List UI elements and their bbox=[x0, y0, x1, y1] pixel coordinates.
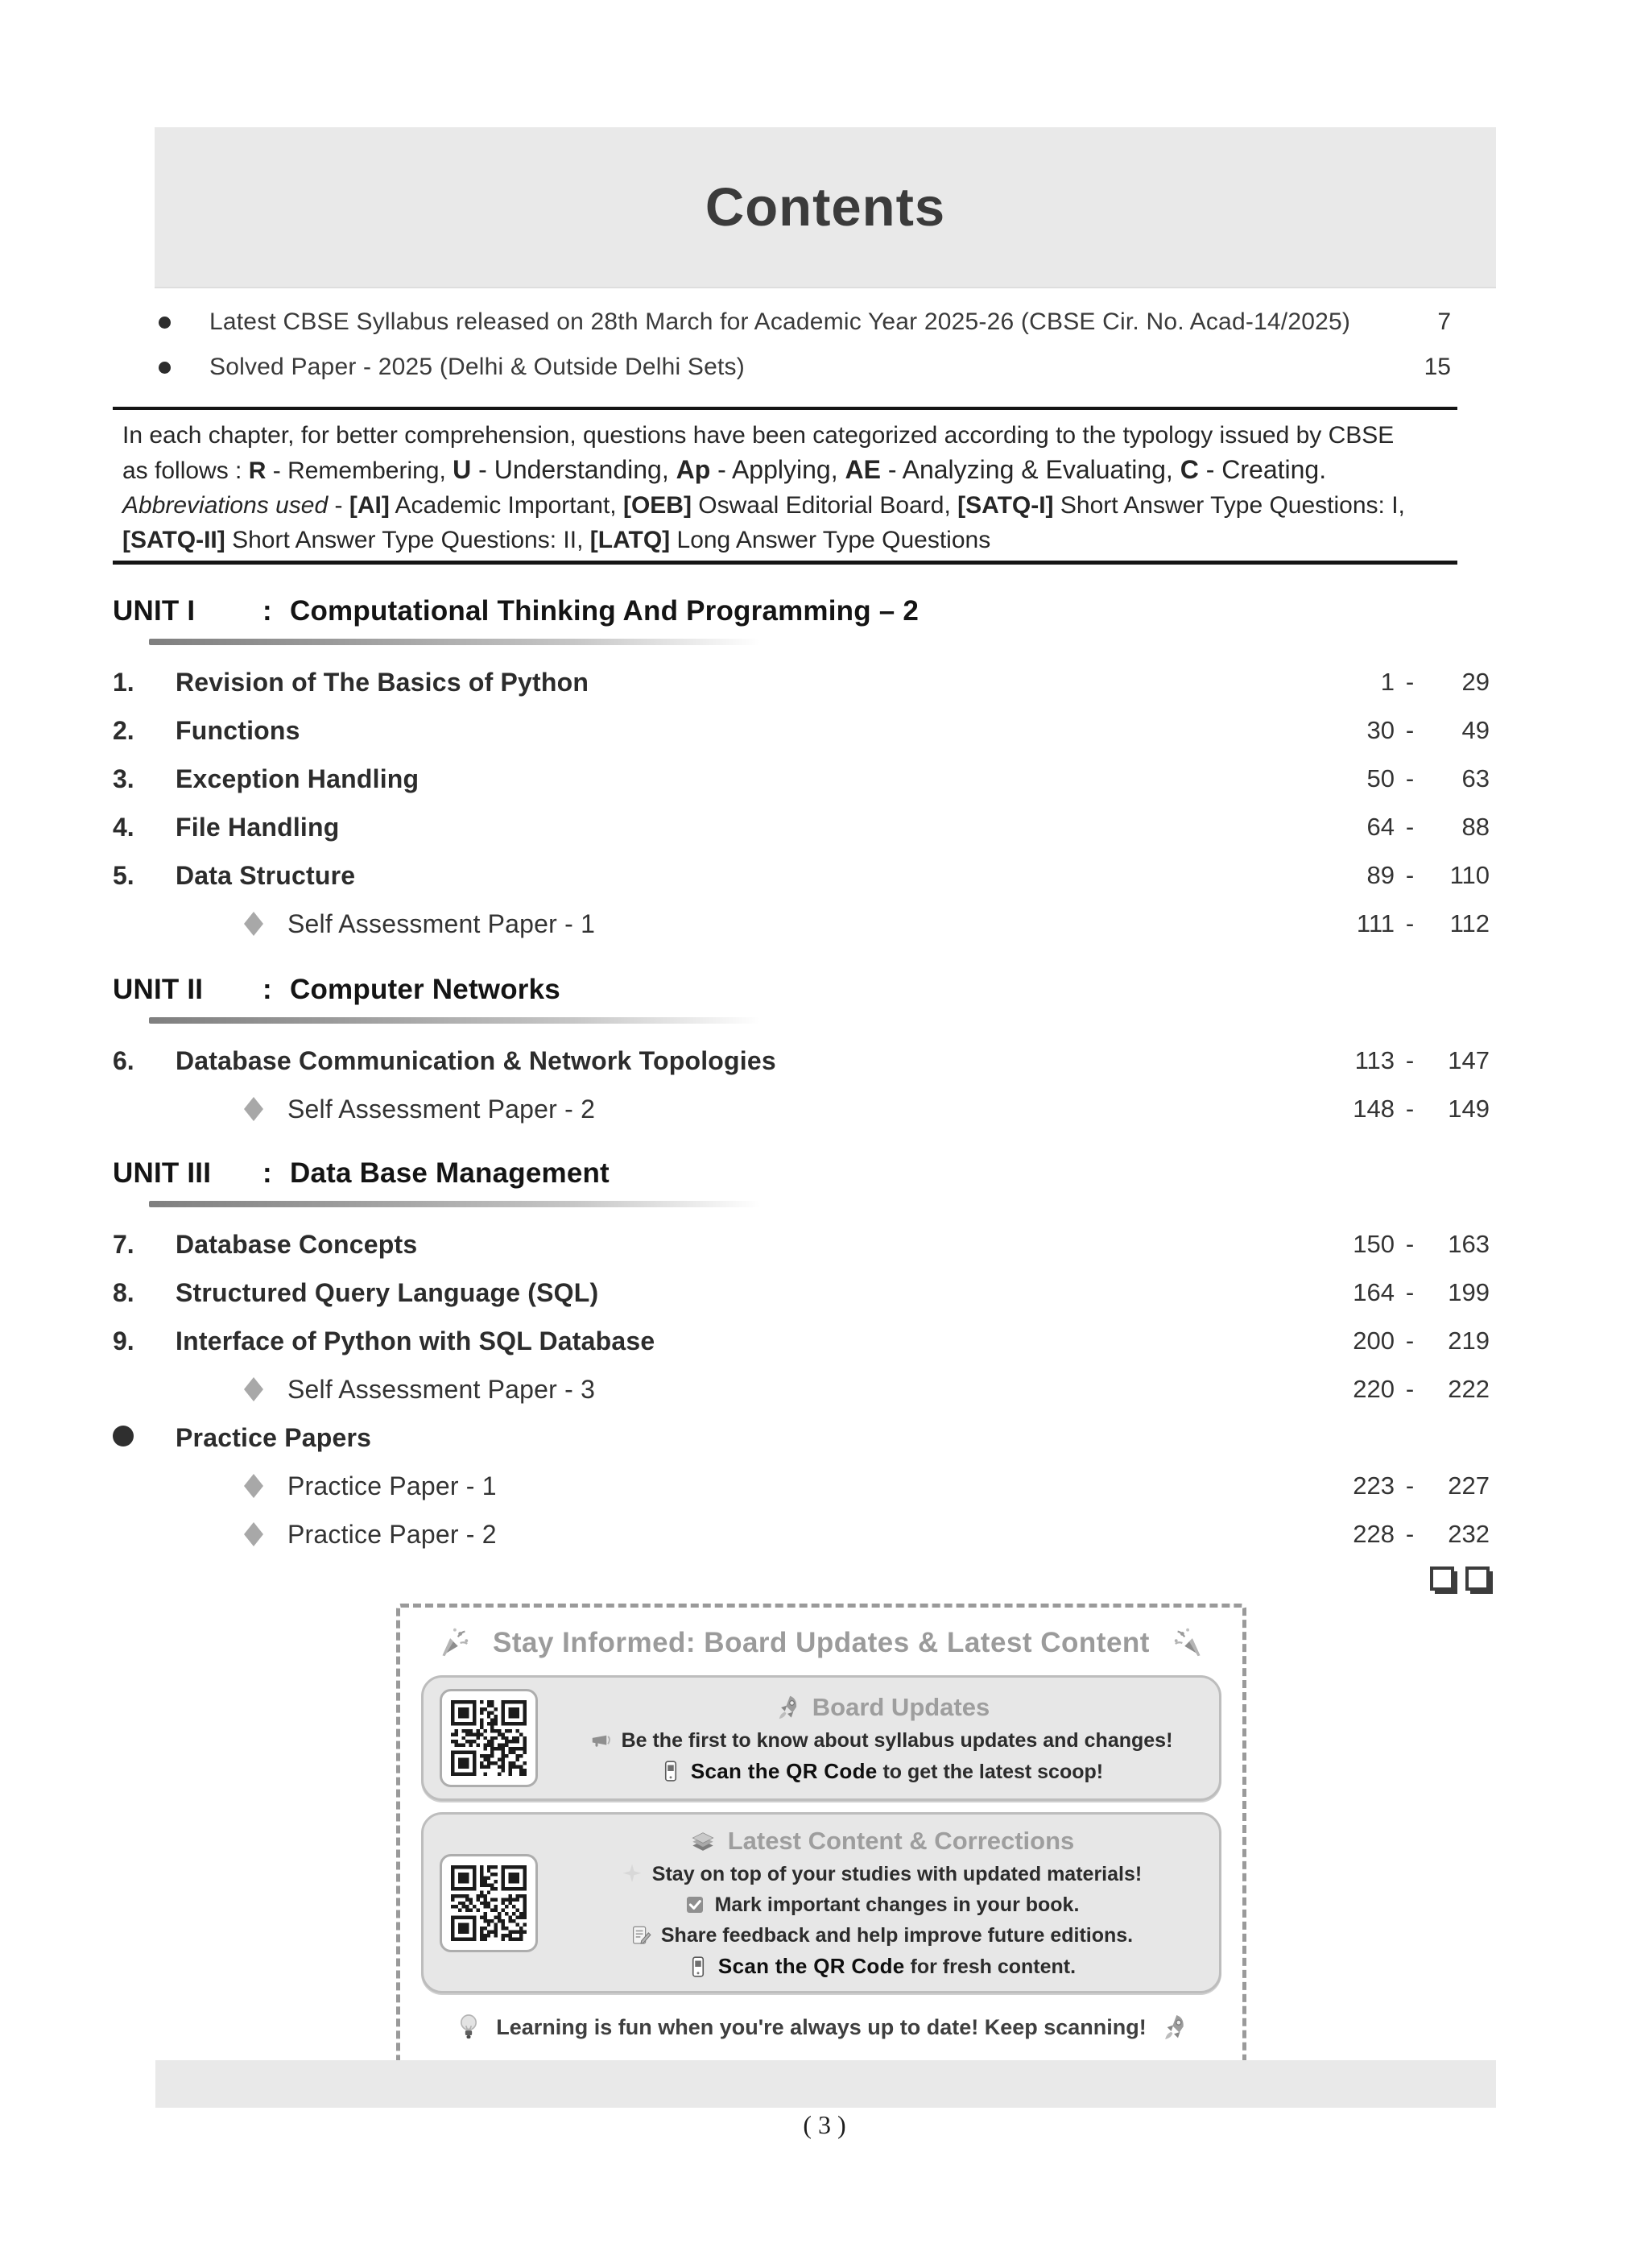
front-list-item bbox=[113, 300, 1490, 345]
stay-card-body bbox=[559, 1692, 1203, 1785]
unit-heading bbox=[113, 1156, 1490, 1191]
front-item-label: Solved Paper - 2025 (Delhi & Outside Delhi Sets) bbox=[209, 354, 745, 380]
toc-section-row bbox=[113, 1413, 1490, 1462]
typology-segment: [OEB] bbox=[622, 492, 692, 519]
page-end: 112 bbox=[1449, 909, 1490, 937]
qr-code-board-updates bbox=[440, 1689, 538, 1787]
chapter-title: Structured Query Language (SQL) bbox=[176, 1277, 599, 1307]
page-range-dash: - bbox=[1405, 1471, 1415, 1500]
page-end: 199 bbox=[1448, 1278, 1490, 1306]
unit-colon: : bbox=[262, 1157, 272, 1189]
books-icon bbox=[688, 1826, 718, 1856]
end-square-icon bbox=[1465, 1566, 1490, 1591]
unit-label: UNIT II bbox=[113, 974, 204, 1005]
unit-title: Data Base Management bbox=[290, 1157, 610, 1189]
chapter-number: 7. bbox=[113, 1229, 134, 1259]
stay-card-line-text: Stay on top of your studies with updated materials! bbox=[651, 1863, 1143, 1885]
stay-card-line-text: Scan the QR Code to get the latest scoop! bbox=[690, 1758, 1104, 1783]
typology-segment: Oswaal Editorial Board, bbox=[691, 492, 958, 519]
stay-informed-footer bbox=[421, 2009, 1221, 2045]
checkbox-icon bbox=[683, 1893, 707, 1917]
unit-underline bbox=[149, 1201, 773, 1207]
sub-item-title: Self Assessment Paper - 3 bbox=[287, 1374, 596, 1404]
stay-informed-title: Stay Informed: Board Updates & Latest Content bbox=[493, 1627, 1150, 1658]
page-end: 110 bbox=[1449, 861, 1490, 889]
diamond-bullet-icon bbox=[244, 1474, 263, 1498]
qr-code-latest-content bbox=[440, 1854, 538, 1952]
toc-chapter-row bbox=[113, 851, 1490, 900]
diamond-bullet-icon bbox=[244, 912, 263, 936]
stay-card-title bbox=[772, 1692, 990, 1723]
stay-card-title-text: Latest Content & Corrections bbox=[727, 1827, 1075, 1855]
page-start: 164 bbox=[1353, 1278, 1395, 1306]
page-end: 147 bbox=[1448, 1046, 1490, 1074]
units-list bbox=[113, 594, 1490, 1558]
typology-segment: Long Answer Type Questions bbox=[670, 527, 991, 553]
page-end: 88 bbox=[1461, 813, 1490, 841]
chapter-number: 5. bbox=[113, 860, 134, 890]
page-range-dash: - bbox=[1405, 716, 1415, 744]
chapter-number: 2. bbox=[113, 715, 134, 745]
sub-item bbox=[176, 1095, 1325, 1124]
unit-colon: : bbox=[262, 595, 272, 627]
stay-card-line-text: Scan the QR Code for fresh content. bbox=[717, 1954, 1077, 1978]
page-range-dash: - bbox=[1405, 1095, 1415, 1123]
page-start: 50 bbox=[1366, 764, 1395, 793]
toc-chapter-row bbox=[113, 1317, 1490, 1365]
page-start: 200 bbox=[1353, 1326, 1395, 1355]
divider-bottom bbox=[113, 561, 1457, 565]
stay-card-body bbox=[559, 1826, 1203, 1980]
circle-bullet-icon bbox=[159, 362, 171, 374]
page-start: 64 bbox=[1366, 813, 1395, 841]
section-title: Practice Papers bbox=[176, 1422, 372, 1452]
typology-segment: [SATQ-I] bbox=[957, 492, 1054, 519]
chapter-title: Interface of Python with SQL Database bbox=[176, 1326, 655, 1355]
typology-segment: [LATQ] bbox=[589, 527, 671, 553]
section-bullet bbox=[113, 1423, 176, 1453]
stay-card-line-text: Be the first to know about syllabus updates and changes! bbox=[621, 1728, 1173, 1752]
chapter-number: 1. bbox=[113, 667, 134, 697]
page-range-dash: - bbox=[1405, 1046, 1415, 1074]
sub-item bbox=[176, 909, 1325, 939]
page-range-dash: - bbox=[1405, 668, 1415, 696]
unit-title: Computational Thinking And Programming – 2 bbox=[290, 595, 920, 627]
party-popper-icon bbox=[1171, 1624, 1208, 1662]
page-header bbox=[155, 127, 1496, 288]
diamond-bullet-icon bbox=[244, 1377, 263, 1401]
stay-card-line-text: Mark important changes in your book. bbox=[714, 1893, 1080, 1916]
typology-segment: [SATQ-II] bbox=[122, 527, 225, 553]
toc-sub-row bbox=[113, 1085, 1490, 1133]
stay-informed-box bbox=[396, 1604, 1246, 2067]
chapter-number: 9. bbox=[113, 1326, 134, 1355]
typology-segment: Short Answer Type Questions: I, bbox=[1053, 492, 1405, 519]
bulb-icon bbox=[453, 2011, 485, 2043]
end-marks bbox=[113, 1566, 1490, 1594]
toc-chapter-row bbox=[113, 658, 1490, 706]
front-item-page: 15 bbox=[1424, 354, 1451, 380]
circle-bullet-icon bbox=[159, 317, 171, 329]
typology-segment: [AI] bbox=[349, 492, 390, 519]
toc-chapter-row bbox=[113, 1220, 1490, 1269]
unit-heading bbox=[113, 594, 1490, 629]
chapter-title: Database Concepts bbox=[176, 1229, 418, 1259]
chapter-number: 3. bbox=[113, 764, 134, 793]
unit-title: Computer Networks bbox=[290, 974, 560, 1005]
unit-section bbox=[113, 1156, 1490, 1558]
front-item-page: 7 bbox=[1437, 308, 1451, 335]
page-end: 232 bbox=[1448, 1520, 1490, 1548]
divider-top bbox=[113, 407, 1457, 410]
typology-segment: as follows : bbox=[122, 457, 249, 484]
page-range-dash: - bbox=[1405, 1230, 1415, 1258]
stay-card-title bbox=[688, 1826, 1075, 1856]
stay-card-line bbox=[686, 1953, 1076, 1980]
front-list bbox=[113, 300, 1490, 390]
unit-section bbox=[113, 972, 1490, 1133]
page-end: 49 bbox=[1461, 716, 1490, 744]
page-end: 227 bbox=[1448, 1471, 1490, 1500]
page-range-dash: - bbox=[1405, 813, 1415, 841]
typology-segment: R bbox=[248, 457, 267, 484]
typology-segment: - Creating. bbox=[1198, 455, 1327, 484]
page-range-dash: - bbox=[1405, 909, 1415, 937]
diamond-bullet-icon bbox=[244, 1522, 263, 1546]
page-range-dash: - bbox=[1405, 1520, 1415, 1548]
front-item-label: Latest CBSE Syllabus released on 28th March for Academic Year 2025-26 (CBSE Cir. No. Acad-14/2025) bbox=[209, 308, 1351, 335]
stay-footer-text: Learning is fun when you're always up to date! Keep scanning! bbox=[496, 2014, 1147, 2039]
chapter-title: Data Structure bbox=[176, 860, 356, 890]
unit-colon: : bbox=[262, 974, 272, 1005]
end-square-icon bbox=[1430, 1566, 1454, 1591]
toc-sub-row bbox=[113, 1462, 1490, 1510]
stay-cards bbox=[421, 1675, 1221, 1993]
megaphone-icon bbox=[589, 1728, 614, 1753]
page-start: 1 bbox=[1380, 668, 1395, 696]
front-list-item bbox=[113, 345, 1490, 390]
typology-segment: Ap bbox=[676, 455, 711, 484]
sub-item bbox=[176, 1520, 1325, 1550]
toc-chapter-row bbox=[113, 706, 1490, 755]
unit-rows bbox=[113, 1037, 1490, 1133]
typology-segment: Abbreviations used bbox=[122, 492, 329, 519]
stay-card-line bbox=[589, 1728, 1173, 1753]
sub-item bbox=[176, 1471, 1325, 1501]
typology-segment: - Applying, bbox=[710, 455, 845, 484]
stay-card-line bbox=[683, 1892, 1080, 1918]
sub-item-title: Self Assessment Paper - 2 bbox=[287, 1094, 596, 1124]
toc-sub-row bbox=[113, 1365, 1490, 1413]
page-range-dash: - bbox=[1405, 764, 1415, 793]
page-range-dash: - bbox=[1405, 1278, 1415, 1306]
page-end: 149 bbox=[1448, 1095, 1490, 1123]
chapter-number: 4. bbox=[113, 812, 134, 842]
page-start: 113 bbox=[1354, 1046, 1395, 1074]
chapter-title: Database Communication & Network Topologies bbox=[176, 1045, 776, 1075]
phone-icon bbox=[686, 1955, 710, 1979]
phone-icon bbox=[659, 1759, 683, 1783]
sub-item bbox=[176, 1375, 1325, 1405]
typology-note bbox=[113, 418, 1482, 557]
chapter-title: Exception Handling bbox=[176, 764, 419, 793]
page-end: 222 bbox=[1448, 1375, 1490, 1403]
stay-card-line bbox=[629, 1922, 1133, 1948]
toc-sub-row bbox=[113, 1510, 1490, 1558]
chapter-number: 8. bbox=[113, 1277, 134, 1307]
page-start: 148 bbox=[1353, 1095, 1395, 1123]
rocket-icon bbox=[1158, 2011, 1190, 2043]
page-start: 89 bbox=[1366, 861, 1395, 889]
unit-underline bbox=[149, 639, 773, 645]
page-start: 111 bbox=[1356, 909, 1395, 937]
sub-item-title: Self Assessment Paper - 1 bbox=[287, 908, 596, 938]
chapter-title: Functions bbox=[176, 715, 300, 745]
stay-card-line-text: Share feedback and help improve future editions. bbox=[660, 1924, 1134, 1947]
sub-item-title: Practice Paper - 1 bbox=[287, 1471, 497, 1500]
typology-segment: C bbox=[1180, 455, 1199, 484]
page-range-dash: - bbox=[1405, 861, 1415, 889]
party-popper-icon bbox=[435, 1624, 472, 1662]
page-start: 228 bbox=[1353, 1520, 1395, 1548]
page-range-dash: - bbox=[1405, 1375, 1415, 1403]
page-start: 150 bbox=[1353, 1230, 1395, 1258]
sparkle-icon bbox=[620, 1862, 644, 1886]
typology-segment: - bbox=[328, 492, 349, 519]
stay-card-line bbox=[620, 1861, 1142, 1887]
page-number: ( 3 ) bbox=[803, 2110, 846, 2139]
toc-chapter-row bbox=[113, 755, 1490, 803]
unit-underline bbox=[149, 1017, 773, 1024]
typology-segment: - Remembering, bbox=[266, 457, 453, 484]
page-range-dash: - bbox=[1405, 1326, 1415, 1355]
unit-label: UNIT III bbox=[113, 1157, 212, 1189]
unit-heading bbox=[113, 972, 1490, 1008]
toc-chapter-row bbox=[113, 803, 1490, 851]
typology-segment: - Understanding, bbox=[471, 455, 676, 484]
page-start: 220 bbox=[1353, 1375, 1395, 1403]
rocket-icon bbox=[772, 1692, 803, 1723]
unit-section bbox=[113, 594, 1490, 948]
circle-bullet-icon bbox=[113, 1426, 134, 1446]
chapter-number: 6. bbox=[113, 1045, 134, 1075]
unit-label: UNIT I bbox=[113, 595, 196, 627]
content-area bbox=[113, 300, 1490, 2067]
stay-card-line bbox=[659, 1758, 1103, 1785]
typology-segment: AE bbox=[845, 455, 881, 484]
page-start: 223 bbox=[1353, 1471, 1395, 1500]
toc-sub-row bbox=[113, 900, 1490, 948]
typology-segment: Academic Important, bbox=[389, 492, 623, 519]
toc-chapter-row bbox=[113, 1037, 1490, 1085]
unit-rows bbox=[113, 1220, 1490, 1558]
unit-rows bbox=[113, 658, 1490, 948]
page-start: 30 bbox=[1366, 716, 1395, 744]
page-end: 163 bbox=[1448, 1230, 1490, 1258]
typology-segment: U bbox=[453, 455, 472, 484]
toc-chapter-row bbox=[113, 1269, 1490, 1317]
memo-icon bbox=[629, 1923, 653, 1947]
page-end: 219 bbox=[1448, 1326, 1490, 1355]
page-title: Contents bbox=[705, 176, 946, 238]
typology-segment: Short Answer Type Questions: II, bbox=[225, 527, 590, 553]
page-end: 63 bbox=[1461, 764, 1490, 793]
stay-card bbox=[421, 1812, 1221, 1993]
typology-segment: - Analyzing & Evaluating, bbox=[880, 455, 1180, 484]
sub-item-title: Practice Paper - 2 bbox=[287, 1519, 497, 1549]
typology-segment: In each chapter, for better comprehension, questions have been categorized according to the typology issued by CBSE bbox=[122, 422, 1395, 449]
chapter-title: File Handling bbox=[176, 812, 340, 842]
chapter-title: Revision of The Basics of Python bbox=[176, 667, 589, 697]
page-end: 29 bbox=[1461, 668, 1490, 696]
stay-informed-header bbox=[421, 1622, 1221, 1664]
stay-card-title-text: Board Updates bbox=[812, 1692, 990, 1721]
stay-card bbox=[421, 1675, 1221, 1801]
footer-bar bbox=[155, 2060, 1496, 2108]
diamond-bullet-icon bbox=[244, 1097, 263, 1121]
